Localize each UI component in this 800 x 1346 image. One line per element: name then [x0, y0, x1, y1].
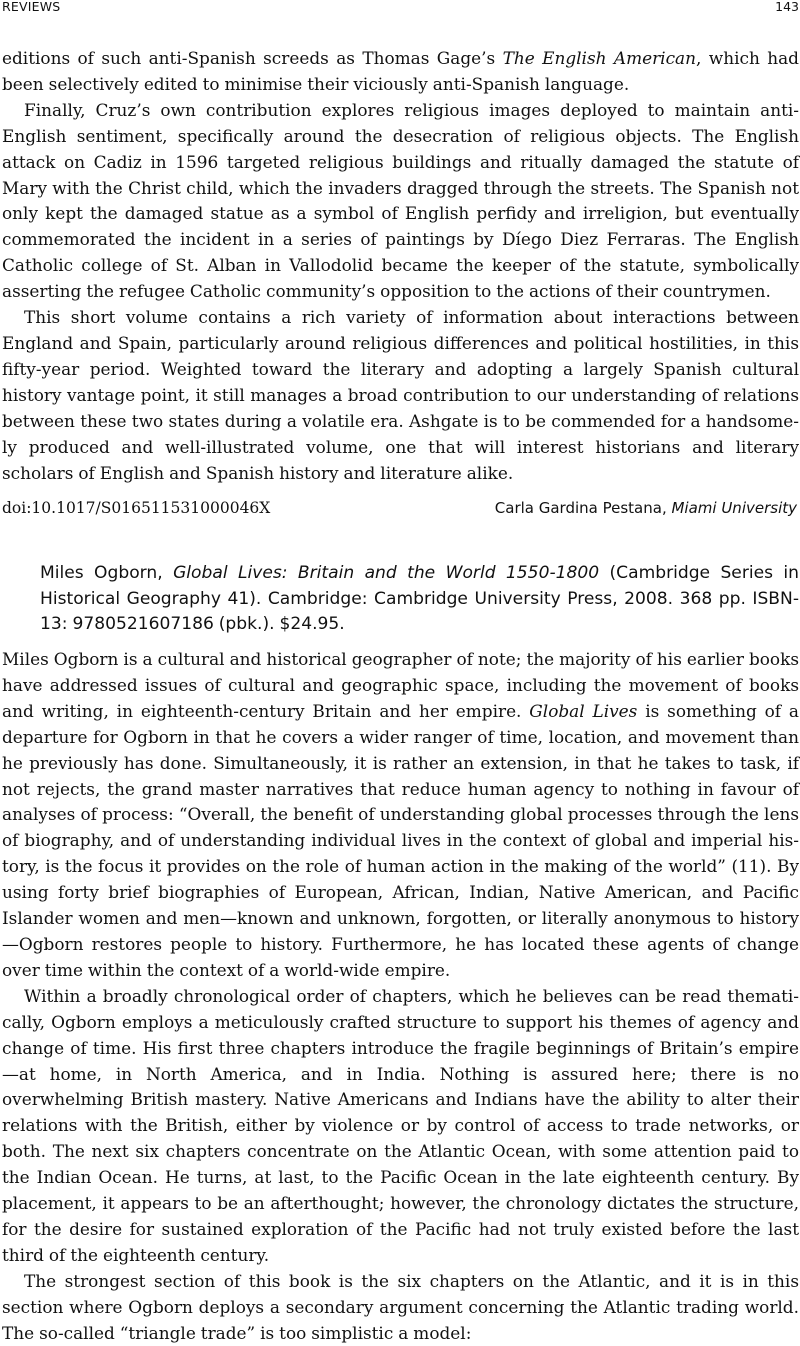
text-run: Miles Ogborn is a cultural and historical geographer of note; the majority of his earlier books have addressed issues of cultural and geographic space, including the movement of books and writing, in eighteenth-century Britain and her empire. [2, 649, 799, 721]
biblio-title: Global Lives: Britain and the World 1550-1800 [173, 563, 600, 583]
review-2-paragraph-1 [2, 647, 799, 984]
text-run: is something of a departure for Ogborn in that he covers a wider ranger of time, location, and movement than he previously has done. Simultaneously, it is rather an extension, in that he takes to task, if not rejects, the grand master narratives that reduce human agency to nothing in favour of analyses of process: “Overall, the benefit of understanding global processes through the lens of biography, and of understanding individual lives in the context of global and imperial history, is the focus it provides on the role of human action in the making of the world” (11). By using forty brief biographies of European, African, Indian, Native American, and Pacific Islander women and men—known and unknown, forgotten, or literally anonymous to history—Ogborn restores people to history. Furthermore, he has located these agents of change over time within the context of a world-wide empire. [2, 700, 799, 980]
doi-link[interactable]: doi:10.1017/S016511531000046X [2, 499, 271, 517]
text-run: editions of such anti-Spanish screeds as Thomas Gage’s [2, 48, 503, 68]
review-2-paragraph-2: Within a broadly chronological order of chapters, which he believes can be read thematically, Ogborn employs a meticulously crafted structure to support his themes of agency and change of time. His first three chapters introduce the fragile beginnings of Britain’s empire—at home, in North America, and in India. Nothing is assured here; there is no overwhelming British mastery. Native Americans and Indians have the ability to alter their relations with the British, either by violence or by control of access to trade networks, or both. The next six chapters concentrate on the Atlantic Ocean, with some attention paid to the Indian Ocean. He turns, at last, to the Pacific Ocean in the late eighteenth century. By placement, it appears to be an afterthought; however, the chronology dictates the structure, for the desire for sustained exploration of the Pacific had not truly existed before the last third of the eighteenth century. [2, 985, 799, 1265]
page-number: 143 [775, 0, 799, 14]
reviewer-credit [495, 499, 797, 517]
review-1-paragraph-1 [2, 46, 799, 98]
reviewer-name: Carla Gardina Pestana, [494, 499, 672, 517]
review-2-paragraph-3: The strongest section of this book is the six chapters on the Atlantic, and it is in this section where Ogborn deploys a secondary argument concerning the Atlantic trading world. The so-called “triangle trade” is too simplistic a model: [2, 1270, 799, 1343]
biblio-author: Miles Ogborn, [40, 563, 174, 583]
book-title: The English American [502, 48, 696, 68]
biblio-details: (Cambridge Series in Historical Geography 41). Cambridge: Cambridge University Press, 2008. 368 pp. ISBN-13: 9780521607186 (pbk.). $24.95. [40, 563, 799, 634]
review-1-citation [2, 499, 799, 523]
review-1-paragraph-2: Finally, Cruz’s own contribution explores religious images deployed to maintain anti-English sentiment, specifically around the desecration of religious objects. The English attack on Cadiz in 1596 targeted religious buildings and ritually damaged the statute of Mary with the Christ child, which the invaders dragged through the streets. The Spanish not only kept the damaged statue as a symbol of English perfidy and irreligion, but eventually commemorated the incident in a series of paintings by Díego Diez Ferraras. The English Catholic college of St. Alban in Vallodolid became the keeper of the statute, symbolically asserting the refugee Catholic community’s opposition to the actions of their countrymen. [2, 99, 799, 302]
review-1-body [2, 46, 799, 486]
book-title: Global Lives [529, 700, 638, 721]
running-head: REVIEWS [2, 0, 61, 14]
review-2-body [2, 647, 799, 1346]
text-run: , which had been selectively edited to minimise their viciously anti-Spanish language. [2, 48, 799, 94]
reviewer-affiliation: Miami University [671, 499, 797, 517]
review-1-paragraph-3: This short volume contains a rich variety of information about interactions between England and Spain, particularly around religious differences and political hostilities, in this fifty-year period. Weighted toward the literary and adopting a largely Spanish cultural history vantage point, it still manages a broad contribution to our understanding of relations between these two states during a volatile era. Ashgate is to be commended for a handsomely produced and well-illustrated volume, one that will interest historians and literary scholars of English and Spanish history and literature alike. [2, 307, 799, 483]
review-2-bibliographic-entry [40, 561, 799, 638]
page-header [2, 0, 799, 17]
